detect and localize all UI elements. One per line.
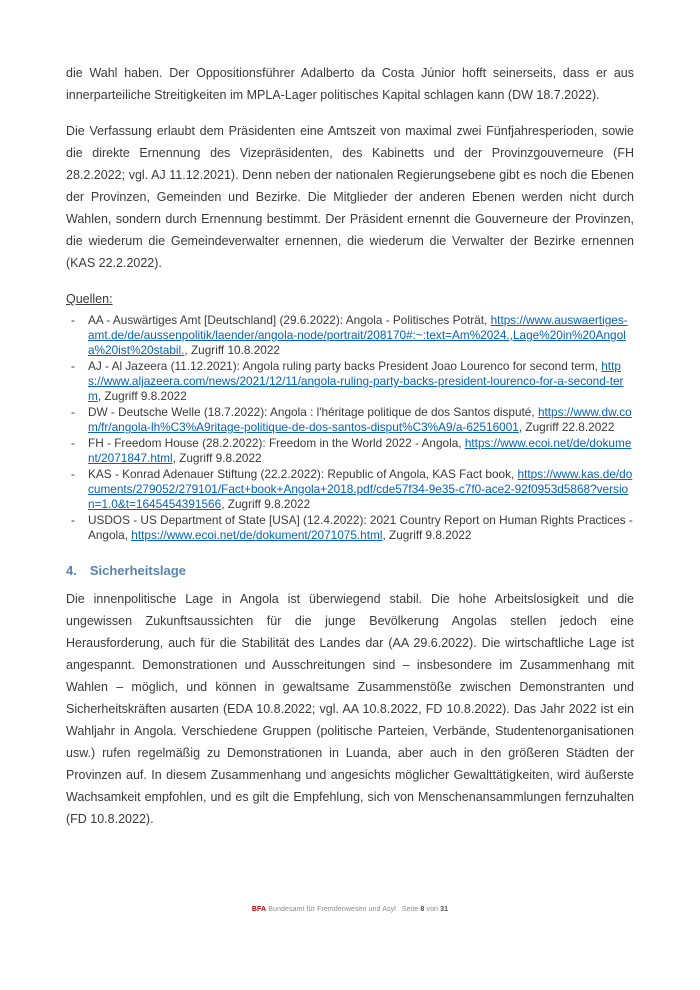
source-text: AJ - Al Jazeera (11.12.2021): Angola ruling party backs President Joao Lourenco for second term, <box>88 359 602 373</box>
paragraph-security-situation: Die innenpolitische Lage in Angola ist überwiegend stabil. Die hohe Arbeitslosigkeit und die ungewissen Zukunftsaussichten für die junge Bevölkerung Angolas stellen jedoch eine Herausforderung, auch für die Stabilität des Landes dar (AA 29.6.2022). Die wirtschaftliche Lage ist angespannt. Demonstrationen und Ausschreitungen sind – insbesondere im Zusammenhang mit Wahlen – möglich, und können in gewaltsame Zusammenstöße zwischen Demonstranten und Sicherheitskräften ausarten (EDA 10.8.2022; vgl. AA 10.8.2022, FD 10.8.2022). Das Jahr 2022 ist ein Wahljahr in Angola. Verschiedene Gruppen (politische Parteien, Verbände, Studentenorganisationen usw.) rufen regelmäßig zu Demonstrationen in Luanda, aber auch in den größeren Städten der Provinzen auf. In diesem Zusammenhang und angesichts möglicher Gewalttätigkeiten, wird äußerste Wachsamkeit empfohlen, und es gilt die Empfehlung, sich von Menschenansammlungen fernzuhalten (FD 10.8.2022). <box>66 592 634 826</box>
list-marker: - <box>71 313 75 327</box>
source-text: FH - Freedom House (28.2.2022): Freedom in the World 2022 - Angola, <box>88 436 465 450</box>
source-text: DW - Deutsche Welle (18.7.2022): Angola : l'héritage politique de dos Santos disputé, <box>88 405 538 419</box>
section-number: 4. <box>66 563 77 578</box>
paragraph-election: die Wahl haben. Der Oppositionsführer Adalberto da Costa Júnior hofft seinerseits, dass er aus innerparteiliche Streitigkeiten im MPLA-Lager politisches Kapital schlagen kann (DW 18.7.2022). <box>66 66 634 102</box>
section-heading <box>66 563 634 578</box>
list-item <box>66 313 634 358</box>
list-marker: - <box>71 513 75 527</box>
footer-org: Bundesamt für Fremdenwesen und Asyl <box>268 906 396 913</box>
source-text: , Zugriff 22.8.2022 <box>518 420 615 434</box>
source-text: KAS - Konrad Adenauer Stiftung (22.2.2022): Republic of Angola, KAS Fact book, <box>88 467 518 481</box>
source-text: AA - Auswärtiges Amt [Deutschland] (29.6.2022): Angola - Politisches Poträt, <box>88 313 491 327</box>
source-text: USDOS - US Department of State [USA] (12.4.2022): 2021 Country Report on Human Rights Practices - Angola, <box>88 513 633 542</box>
source-link[interactable]: https://www.kas.de/documents/279052/279101/Fact+book+Angola+2018.pdf/cde57f34-9e35-c7f0-ace2-92f0953d5868?version=1.0&t=1645454391566 <box>88 467 633 511</box>
source-text: , Zugriff 9.8.2022 <box>221 497 311 511</box>
source-text: , Zugriff 9.8.2022 <box>97 389 187 403</box>
source-text: , Zugriff 10.8.2022 <box>184 343 280 357</box>
list-item <box>66 467 634 512</box>
footer-total-pages: 31 <box>440 906 449 913</box>
section-title: Sicherheitslage <box>89 563 186 578</box>
list-item <box>66 405 634 435</box>
sources-heading: Quellen: <box>66 292 113 306</box>
list-marker: - <box>71 467 75 481</box>
list-marker: - <box>71 359 75 373</box>
list-item <box>66 436 634 466</box>
footer-brand: BFA <box>251 906 267 913</box>
footer-page-number: 8 <box>420 906 425 913</box>
source-link[interactable]: https://www.auswaertiges-amt.de/de/aussenpolitik/laender/angola-node/portrait/208170#:~:text=Am%2024.,Lage%20in%20Angola%20ist%20stabil. <box>88 313 628 357</box>
list-item <box>66 359 634 404</box>
footer-page-word: Seite <box>401 906 419 913</box>
source-text: , Zugriff 9.8.2022 <box>172 451 262 465</box>
source-link[interactable]: https://www.ecoi.net/de/dokument/2071847.html <box>88 436 632 465</box>
list-marker: - <box>71 405 75 419</box>
source-link[interactable]: https://www.aljazeera.com/news/2021/12/11/angola-ruling-party-backs-president-lourenco-for-a-second-term <box>88 359 624 403</box>
list-item <box>66 513 634 543</box>
list-marker: - <box>71 436 75 450</box>
source-link[interactable]: https://www.ecoi.net/de/dokument/2071075.html <box>131 528 383 542</box>
paragraph-constitution: Die Verfassung erlaubt dem Präsidenten eine Amtszeit von maximal zwei Fünfjahresperioden, sowie die direkte Ernennung des Vizepräsidenten, des Kabinetts und der Provinzgouverneure (FH 28.2.2022; vgl. AJ 11.12.2021). Denn neben der nationalen Regierungsebene gibt es noch die Ebenen der Provinzen, Gemeinden und Bezirke. Die Mitglieder der anderen Ebenen werden nicht durch Wahlen, sondern durch Ernennung bestimmt. Der Präsident ernennt die Gouverneure der Provinzen, die wiederum die Gemeindeverwalter ernennen, die wiederum die Verwalter der Bezirke ernennen (KAS 22.2.2022). <box>66 124 634 270</box>
page-footer <box>0 906 700 913</box>
sources-list <box>66 313 634 543</box>
footer-of-word: von <box>426 906 439 913</box>
source-link[interactable]: https://www.dw.com/fr/angola-lh%C3%A9ritage-politique-de-dos-santos-disput%C3%A9/a-62516001 <box>88 405 632 434</box>
source-text: , Zugriff 9.8.2022 <box>382 528 472 542</box>
